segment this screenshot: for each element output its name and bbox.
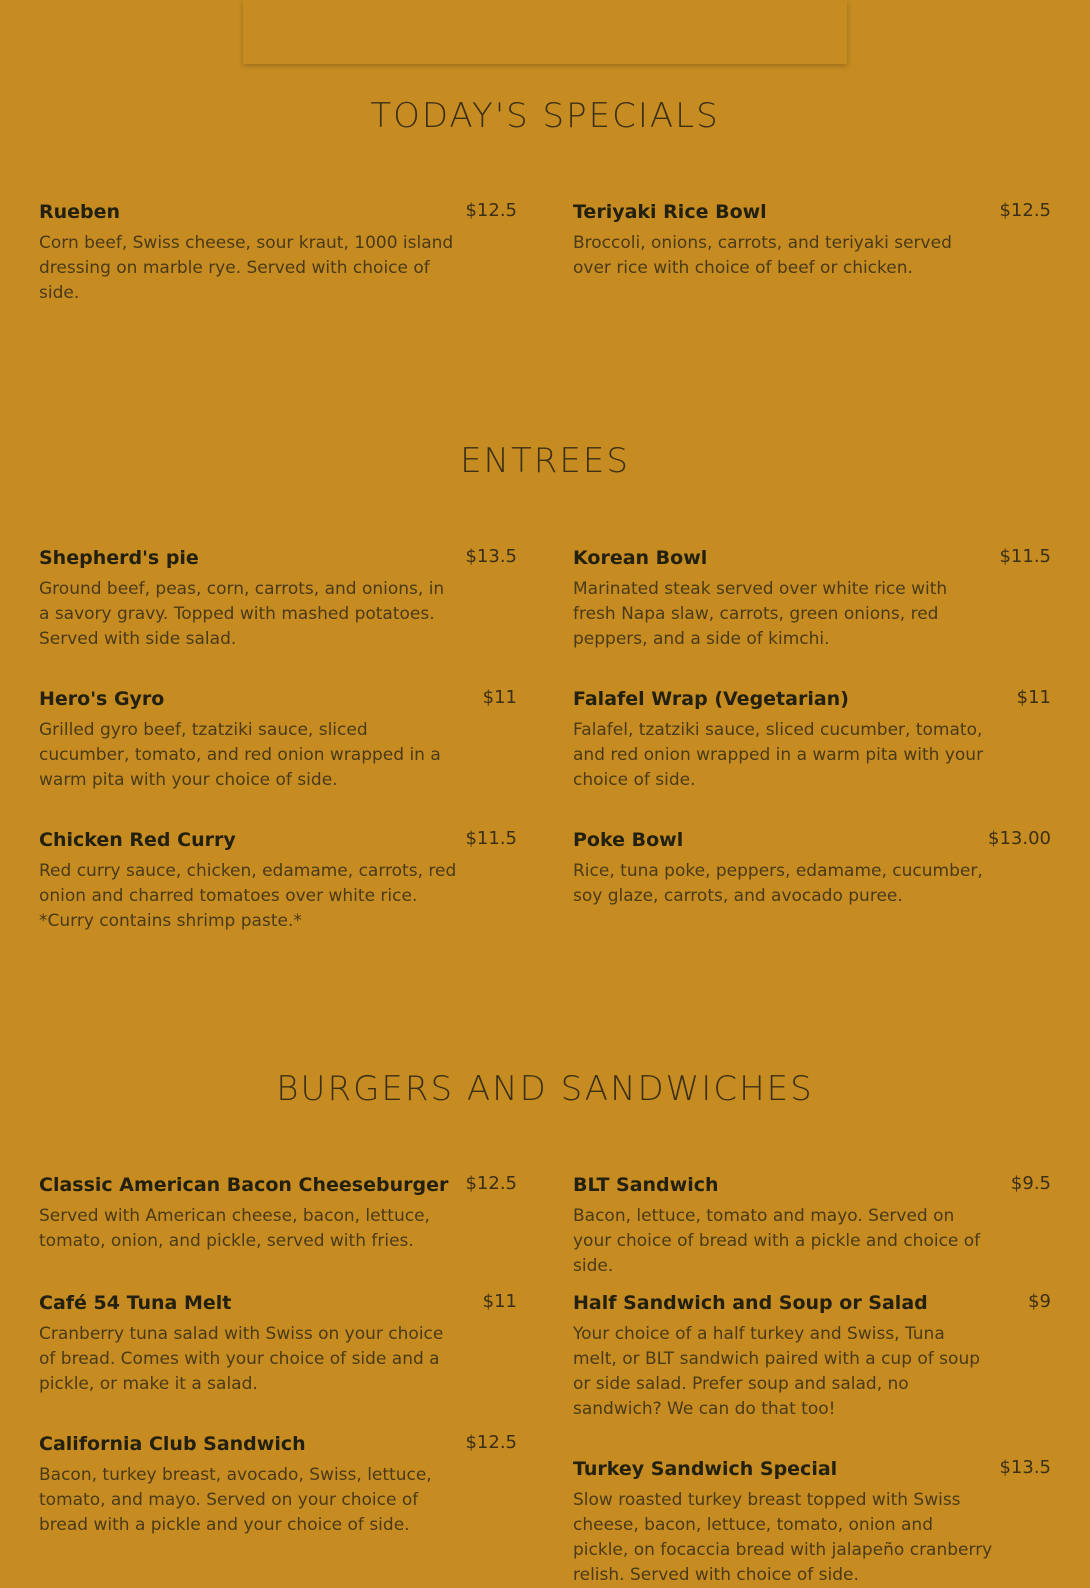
section-title-burgers-sandwiches: BURGERS AND SANDWICHES xyxy=(276,1069,814,1109)
item-description: Broccoli, onions, carrots, and teriyaki served over rice with choice of beef or chicken. xyxy=(573,233,952,278)
item-description: Ground beef, peas, corn, carrots, and onions, in a savory gravy. Topped with mashed potatoes. Served with side salad. xyxy=(39,579,445,649)
item-description: Marinated steak served over white rice with fresh Napa slaw, carrots, green onions, red peppers, and a side of kimchi. xyxy=(573,579,948,649)
item-name: Shepherd's pie xyxy=(39,547,199,569)
item-name: Hero's Gyro xyxy=(39,688,165,710)
item-name: Half Sandwich and Soup or Salad xyxy=(573,1292,928,1314)
item-price: $12.5 xyxy=(999,200,1051,221)
item-description: Bacon, lettuce, tomato and mayo. Served on your choice of bread with a pickle and choice of side. xyxy=(573,1206,981,1276)
item-name: Chicken Red Curry xyxy=(39,829,236,851)
item-price: $11.5 xyxy=(999,546,1051,567)
item-price: $9.5 xyxy=(1010,1173,1051,1194)
item-price: $11 xyxy=(1016,687,1051,708)
item-name: Falafel Wrap (Vegetarian) xyxy=(573,688,849,710)
item-description: Slow roasted turkey breast topped with Swiss cheese, bacon, lettuce, tomato, onion and pickle, on focaccia bread with jalapeño cranberry relish. Served with choice of side. xyxy=(573,1490,993,1585)
item-description: Corn beef, Swiss cheese, sour kraut, 1000 island dressing on marble rye. Served with choice of side. xyxy=(39,233,454,303)
header-card xyxy=(243,0,847,64)
item-name: Café 54 Tuna Melt xyxy=(39,1292,232,1314)
item-price: $13.5 xyxy=(465,546,517,567)
item-description: Cranberry tuna salad with Swiss on your choice of bread. Comes with your choice of side and a pickle, or make it a salad. xyxy=(39,1324,444,1394)
item-price: $11 xyxy=(482,1291,517,1312)
item-name: Teriyaki Rice Bowl xyxy=(573,201,767,223)
item-price: $9 xyxy=(1028,1291,1051,1312)
item-description: Your choice of a half turkey and Swiss, Tuna melt, or BLT sandwich paired with a cup of soup or side salad. Prefer soup and salad, no sandwich? We can do that too! xyxy=(573,1324,981,1419)
item-description: Falafel, tzatziki sauce, sliced cucumber, tomato, and red onion wrapped in a warm pita with your choice of side. xyxy=(573,720,984,790)
item-price: $12.5 xyxy=(465,1173,517,1194)
item-name: Classic American Bacon Cheeseburger xyxy=(39,1174,449,1196)
section-title-entrees: ENTREES xyxy=(460,441,630,481)
item-description: Served with American cheese, bacon, lettuce, tomato, onion, and pickle, served with fries. xyxy=(39,1206,430,1251)
item-name: Korean Bowl xyxy=(573,547,708,569)
item-name: Turkey Sandwich Special xyxy=(573,1458,838,1480)
item-name: California Club Sandwich xyxy=(39,1433,306,1455)
item-name: BLT Sandwich xyxy=(573,1174,719,1196)
item-price: $13.00 xyxy=(988,828,1051,849)
item-description: Rice, tuna poke, peppers, edamame, cucumber, soy glaze, carrots, and avocado puree. xyxy=(573,861,983,906)
item-price: $11.5 xyxy=(465,828,517,849)
item-description: Grilled gyro beef, tzatziki sauce, sliced cucumber, tomato, and red onion wrapped in a warm pita with your choice of side. xyxy=(39,720,441,790)
item-description: Red curry sauce, chicken, edamame, carrots, red onion and charred tomatoes over white rice. *Curry contains shrimp paste.* xyxy=(39,861,457,931)
item-price: $11 xyxy=(482,687,517,708)
item-description: Bacon, turkey breast, avocado, Swiss, lettuce, tomato, and mayo. Served on your choice of bread with a pickle and your choice of side. xyxy=(39,1465,432,1535)
section-title-specials: TODAY'S SPECIALS xyxy=(370,96,720,136)
item-name: Poke Bowl xyxy=(573,829,684,851)
item-price: $13.5 xyxy=(999,1457,1051,1478)
item-name: Rueben xyxy=(39,201,121,223)
item-price: $12.5 xyxy=(465,200,517,221)
item-price: $12.5 xyxy=(465,1432,517,1453)
